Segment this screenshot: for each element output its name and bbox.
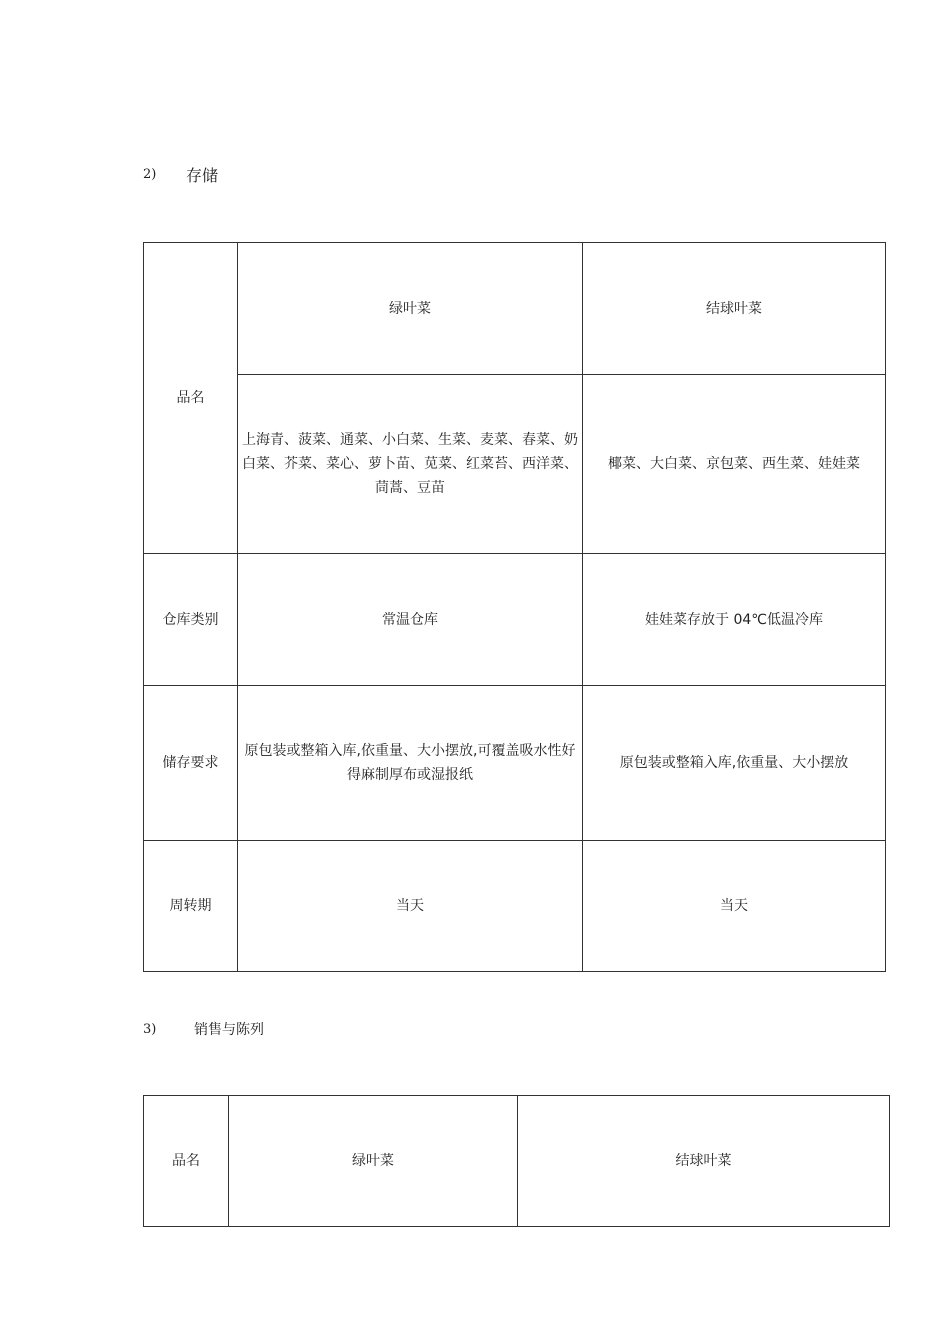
turnover-head: 当天 <box>583 841 886 972</box>
sales-table <box>143 1095 890 1227</box>
section-title: 存储 <box>186 166 219 185</box>
row-label-name: 品名 <box>144 1096 229 1227</box>
leafy-items-cell <box>238 375 583 554</box>
warehouse-leafy: 常温仓库 <box>238 554 583 686</box>
storage-table <box>143 242 886 972</box>
section-heading-sales <box>143 1019 264 1039</box>
leafy-items-line: 茼蒿、豆苗 <box>375 480 445 496</box>
head-items-cell: 椰菜、大白菜、京包菜、西生菜、娃娃菜 <box>583 375 886 554</box>
leafy-items-line: 白菜、芥菜、菜心、萝卜苗、苋菜、红菜苔、西洋菜、 <box>242 456 578 472</box>
section-heading-storage <box>143 163 218 186</box>
row-label-requirement: 储存要求 <box>144 686 238 841</box>
category-leafy: 绿叶菜 <box>238 243 583 375</box>
requirement-line: 得麻制厚布或湿报纸 <box>347 767 473 783</box>
row-label-warehouse: 仓库类别 <box>144 554 238 686</box>
section-number: 2) <box>143 167 157 182</box>
requirement-head: 原包装或整箱入库,依重量、大小摆放 <box>583 686 886 841</box>
category-leafy: 绿叶菜 <box>229 1096 518 1227</box>
row-label-turnover: 周转期 <box>144 841 238 972</box>
row-label-name: 品名 <box>144 243 238 554</box>
leafy-items-line: 上海青、菠菜、通菜、小白菜、生菜、麦菜、春菜、奶 <box>242 432 578 448</box>
category-head: 结球叶菜 <box>518 1096 890 1227</box>
section-title: 销售与陈列 <box>194 1022 264 1038</box>
warehouse-head: 娃娃菜存放于 04℃低温冷库 <box>583 554 886 686</box>
turnover-leafy: 当天 <box>238 841 583 972</box>
requirement-line: 原包装或整箱入库,依重量、大小摆放,可覆盖吸水性好 <box>244 743 576 759</box>
category-head: 结球叶菜 <box>583 243 886 375</box>
requirement-leafy <box>238 686 583 841</box>
section-number: 3) <box>143 1021 157 1037</box>
